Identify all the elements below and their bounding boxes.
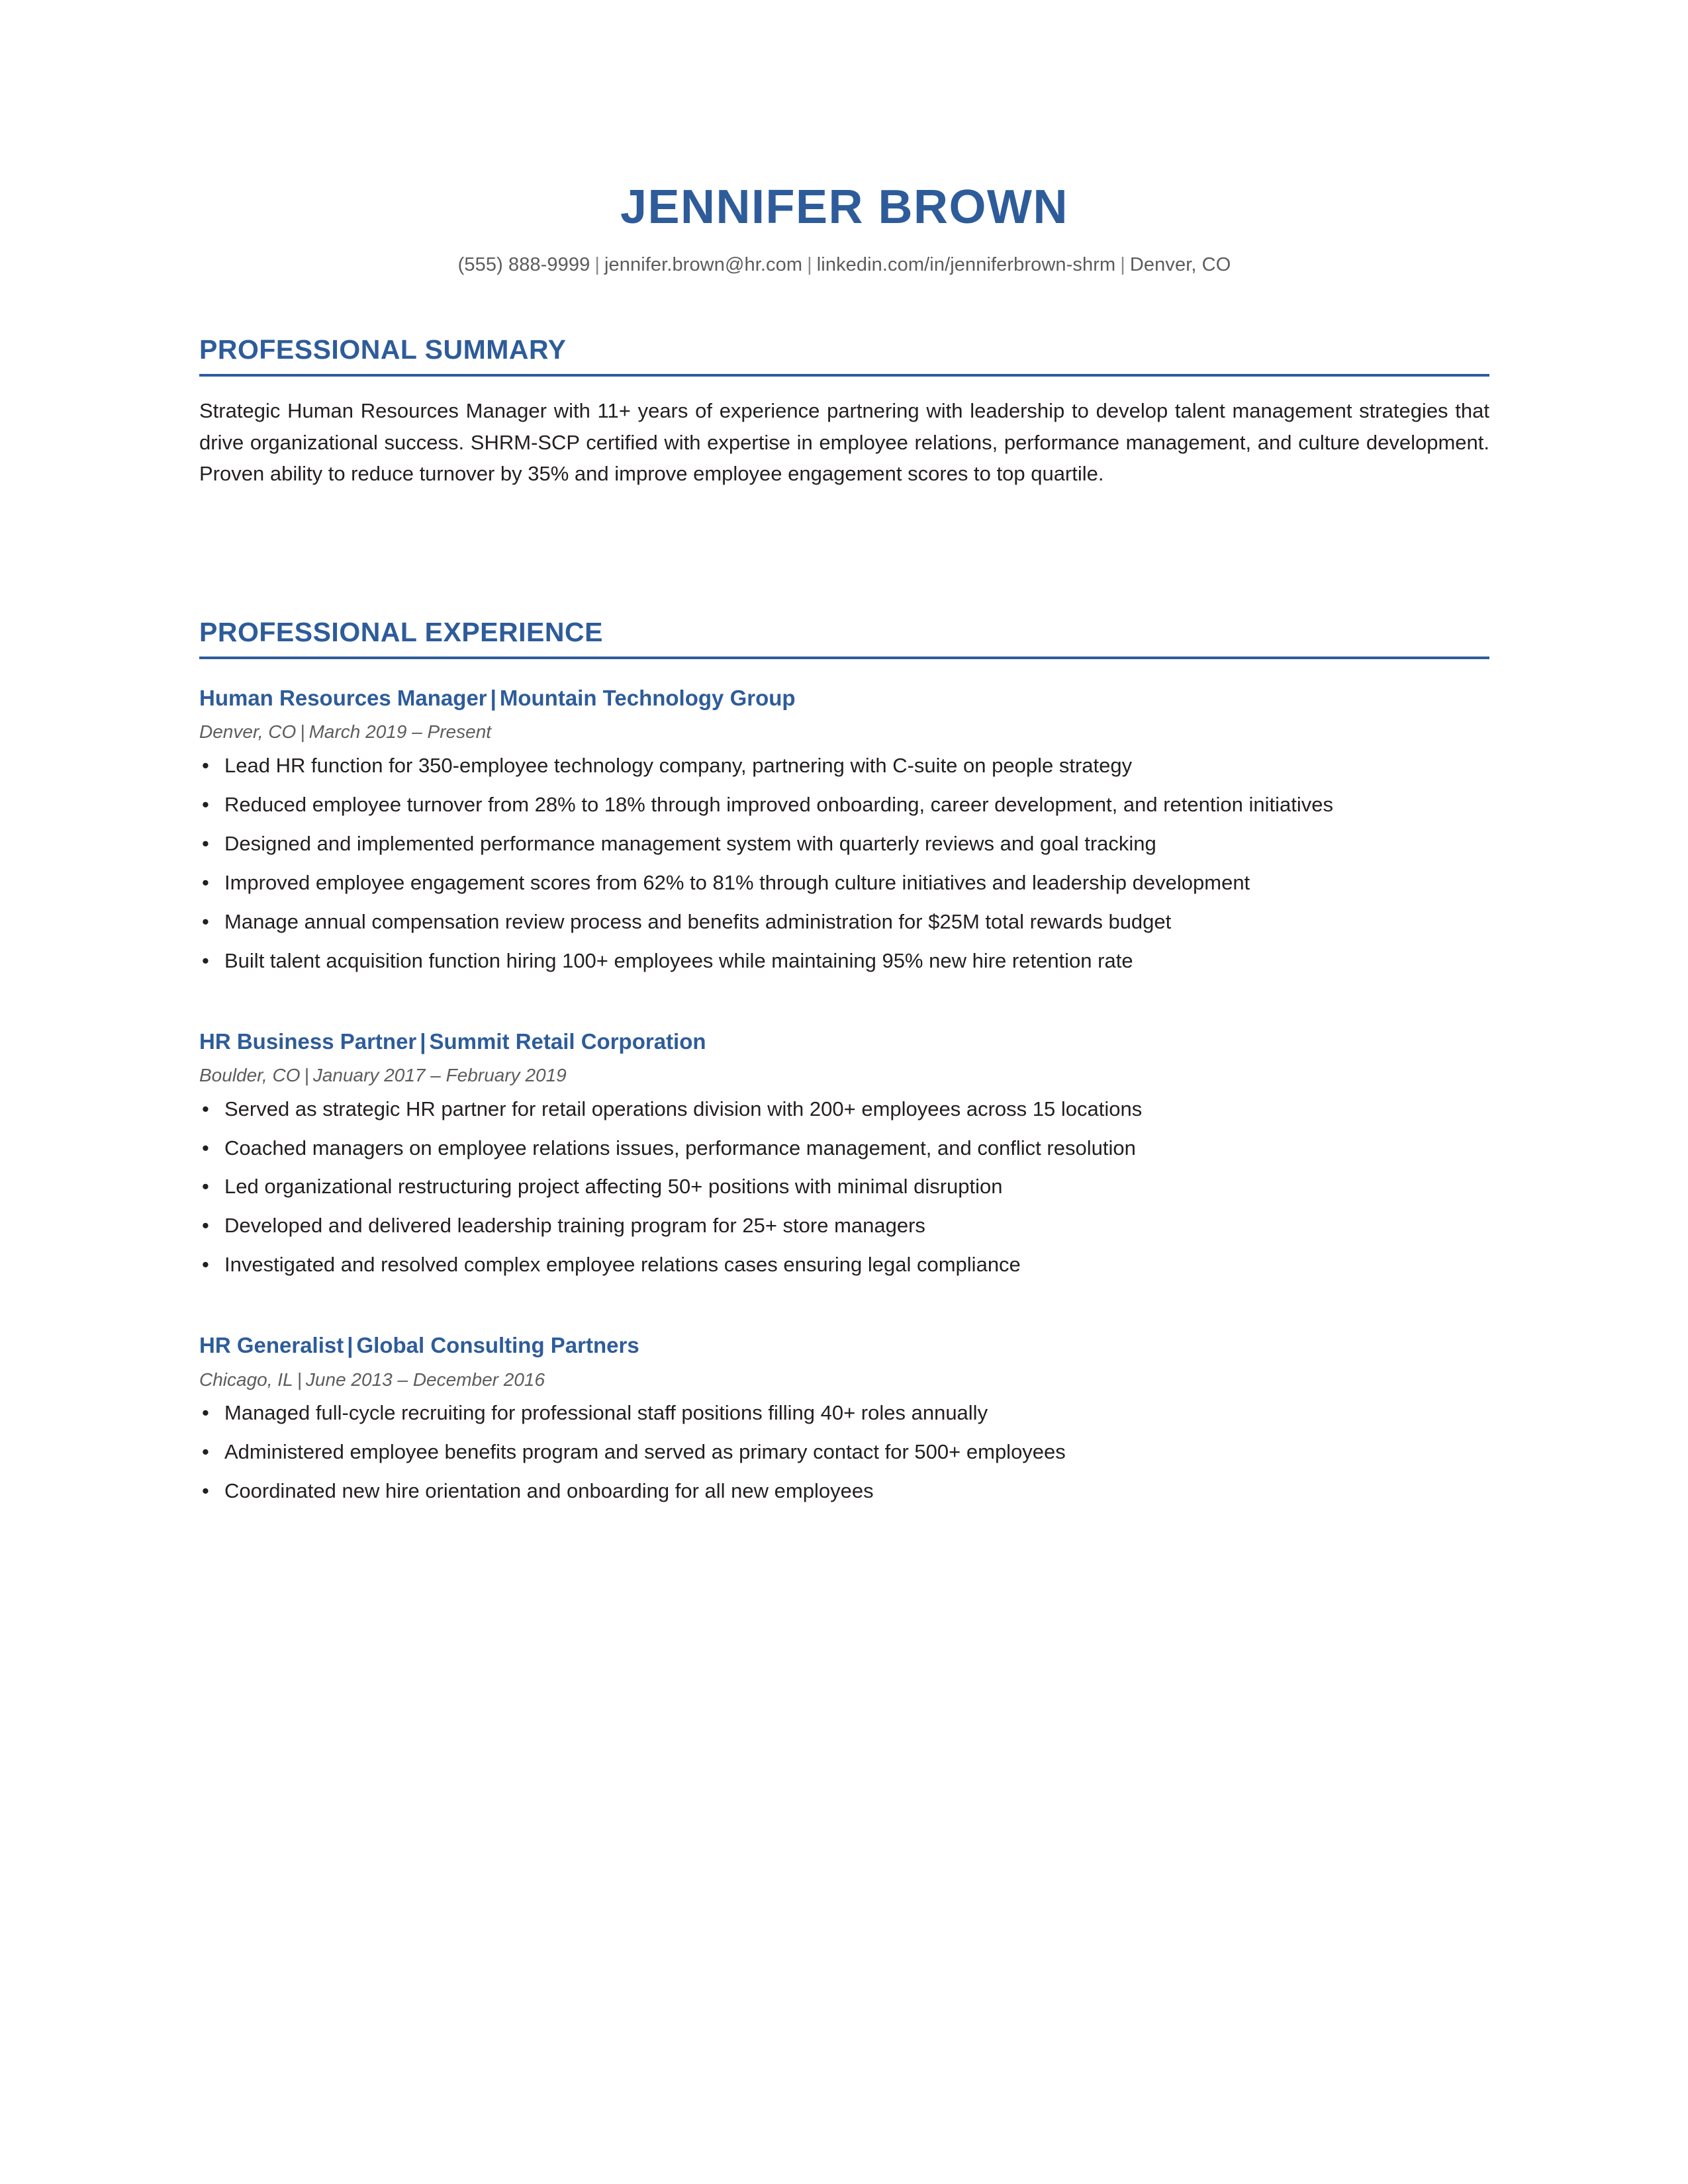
job-meta-separator: | (304, 1064, 309, 1085)
job-bullet (199, 1398, 1489, 1428)
job-title-separator: | (420, 1028, 426, 1054)
experience-entry (199, 1332, 1489, 1506)
job-bullet-text: Coached managers on employee relations issues, performance management, and conflict resolution (224, 1136, 1136, 1160)
job-bullet (199, 946, 1489, 976)
contact-location: Denver, CO (1129, 253, 1231, 275)
job-company: Mountain Technology Group (499, 685, 796, 710)
job-role: HR Business Partner (199, 1028, 417, 1054)
resume-content (199, 0, 1489, 1506)
contact-separator-3: | (1120, 253, 1125, 275)
bullet-icon: • (202, 1479, 209, 1503)
bullet-icon: • (202, 792, 209, 816)
job-bullet (199, 868, 1489, 898)
bullet-icon: • (202, 1175, 209, 1199)
job-bullet-text: Served as strategic HR partner for retail operations division with 200+ employees across 15 locations (224, 1097, 1143, 1120)
job-bullet-text: Investigated and resolved complex employee relations cases ensuring legal compliance (224, 1253, 1021, 1277)
job-dates: January 2017 – February 2019 (312, 1064, 567, 1085)
professional-summary-text: Strategic Human Resources Manager with 11+ years of experience partnering with leadership to develop talent management strategies that drive organizational success. SHRM-SCP certified with expertise in employee relations, performance management, and culture development. Proven ability to reduce turnover by 35% and improve employee engagement scores to top quartile. (199, 399, 1489, 485)
job-dates: March 2019 – Present (308, 721, 492, 743)
job-role: HR Generalist (199, 1333, 344, 1358)
bullet-icon: • (202, 909, 209, 933)
job-bullet-text: Coordinated new hire orientation and onboarding for all new employees (224, 1479, 874, 1503)
contact-line (199, 253, 1489, 278)
job-location: Denver, CO (199, 721, 297, 743)
job-title-line (199, 684, 1489, 711)
experience-entry (199, 684, 1489, 976)
job-bullet (199, 907, 1489, 937)
job-bullet (199, 790, 1489, 820)
bullet-icon: • (202, 753, 209, 777)
job-bullet (199, 1172, 1489, 1202)
contact-separator-2: | (807, 253, 812, 275)
job-meta-separator: | (300, 721, 305, 743)
job-bullet (199, 1134, 1489, 1163)
bullet-icon: • (202, 1097, 209, 1120)
job-company: Global Consulting Partners (356, 1333, 639, 1358)
job-location: Chicago, IL (199, 1369, 293, 1390)
job-bullet-text: Developed and delivered leadership training program for 25+ store managers (224, 1214, 925, 1238)
job-bullet (199, 1250, 1489, 1280)
job-role: Human Resources Manager (199, 685, 487, 710)
job-bullet-text: Manage annual compensation review process and benefits administration for $25M total rewards budget (224, 909, 1172, 933)
job-bullet (199, 1437, 1489, 1467)
job-bullet-text: Designed and implemented performance management system with quarterly reviews and goal tracking (224, 831, 1156, 855)
section-professional-experience (199, 510, 1489, 1506)
job-bullet-text: Improved employee engagement scores from 62% to 81% through culture initiatives and leadership development (224, 870, 1250, 894)
job-title-line (199, 1332, 1489, 1359)
job-bullet-text: Administered employee benefits program and served as primary contact for 500+ employees (224, 1440, 1066, 1464)
section-title-professional-experience: PROFESSIONAL EXPERIENCE (199, 616, 603, 647)
job-bullet-list (199, 1095, 1489, 1281)
bullet-icon: • (202, 831, 209, 855)
job-bullet-text: Reduced employee turnover from 28% to 18% through improved onboarding, career development, and retention initiatives (224, 792, 1333, 816)
bullet-icon: • (202, 870, 209, 894)
job-bullet (199, 1211, 1489, 1241)
bullet-icon: • (202, 1253, 209, 1277)
job-bullet (199, 829, 1489, 859)
job-meta-line (199, 719, 1489, 745)
job-bullet-text: Managed full-cycle recruiting for professional staff positions filling 40+ roles annually (224, 1401, 988, 1425)
job-bullet-text: Lead HR function for 350-employee technology company, partnering with C-suite on people strategy (224, 753, 1133, 777)
contact-linkedin[interactable]: linkedin.com/in/jenniferbrown-shrm (816, 253, 1116, 275)
job-title-separator: | (347, 1333, 353, 1358)
job-location: Boulder, CO (199, 1064, 301, 1085)
experience-entry (199, 1028, 1489, 1281)
job-bullet (199, 1095, 1489, 1124)
job-dates: June 2013 – December 2016 (305, 1369, 545, 1390)
bullet-icon: • (202, 1136, 209, 1160)
job-bullet-text: Built talent acquisition function hiring 100+ employees while maintaining 95% new hire retention rate (224, 948, 1133, 972)
bullet-icon: • (202, 1401, 209, 1425)
section-divider-experience (199, 657, 1489, 659)
job-bullet-list (199, 751, 1489, 976)
job-meta-separator: | (297, 1369, 302, 1390)
job-bullet-list (199, 1398, 1489, 1506)
job-bullet (199, 751, 1489, 781)
job-meta-line (199, 1063, 1489, 1088)
job-bullet (199, 1477, 1489, 1506)
section-title-professional-summary: PROFESSIONAL SUMMARY (199, 334, 567, 365)
job-title-separator: | (490, 685, 496, 710)
contact-separator-1: | (594, 253, 600, 275)
contact-phone: (555) 888-9999 (457, 253, 590, 275)
candidate-name: JENNIFER BROWN (620, 181, 1068, 234)
section-divider-summary (199, 374, 1489, 377)
job-bullet-text: Led organizational restructuring project affecting 50+ positions with minimal disruption (224, 1175, 1003, 1199)
resume-header (199, 0, 1489, 277)
job-title-line (199, 1028, 1489, 1055)
bullet-icon: • (202, 1214, 209, 1238)
bullet-icon: • (202, 948, 209, 972)
bullet-icon: • (202, 1440, 209, 1464)
job-meta-line (199, 1367, 1489, 1392)
section-professional-summary (199, 277, 1489, 488)
job-company: Summit Retail Corporation (429, 1028, 706, 1054)
contact-email[interactable]: jennifer.brown@hr.com (604, 253, 803, 275)
